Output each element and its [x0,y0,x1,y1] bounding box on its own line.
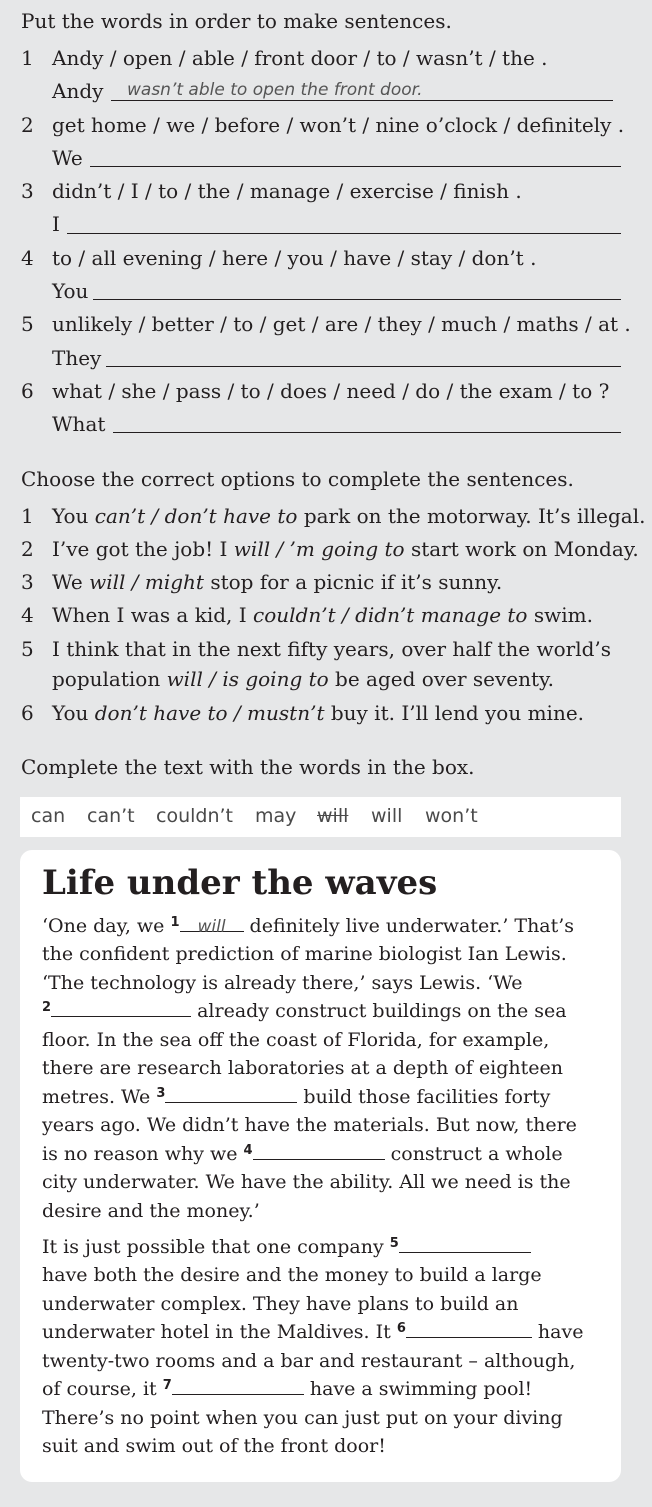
item-sentence: We will / might stop for a picnic if it’s sunny. [52,570,503,594]
gap-1-answer: will [197,917,226,937]
item-number: 5 [21,637,34,661]
item-sentence: I think that in the next fifty years, over half the world’s [52,637,612,661]
item-prompt: Andy / open / able / front door / to / wasn’t / the . [52,46,548,70]
exercise-3-instruction: Complete the text with the words in the box. [21,755,475,779]
word-option: can [31,805,66,827]
answer-line[interactable] [67,233,621,234]
word-option: won’t [425,805,478,827]
text-line: city underwater. We have the ability. All we need is the [42,1171,571,1193]
word-option: will [371,805,403,827]
answer-line[interactable] [93,299,621,300]
text-line: the confident prediction of marine biologist Ian Lewis. [42,943,567,965]
text-line: ‘The technology is already there,’ says Lewis. ‘We [42,972,523,994]
answer-start: Andy [52,79,104,103]
item-number: 3 [21,179,34,203]
gap-2[interactable] [51,998,191,1017]
text-line: twenty-two rooms and a bar and restaurant – although, [42,1350,576,1372]
item-sentence: You don’t have to / mustn’t buy it. I’ll lend you mine. [52,701,585,725]
answer-start: You [52,279,89,303]
item-number: 5 [21,312,34,336]
text-line: desire and the money.’ [42,1200,260,1222]
options[interactable]: will / ’m going to [233,537,405,561]
item-number: 4 [21,246,34,270]
item-number: 6 [21,701,34,725]
gap-number: 7 [162,1378,172,1393]
exercise-2-instruction: Choose the correct options to complete the sentences. [21,467,574,491]
answer-line[interactable] [111,100,613,101]
item-prompt: get home / we / before / won’t / nine o’clock / definitely . [52,113,625,137]
answer-text: wasn’t able to open the front door. [127,80,423,100]
item-prompt: unlikely / better / to / get / are / they / much / maths / at . [52,312,631,336]
text-line: years ago. We didn’t have the materials. But now, there [42,1114,577,1136]
text-line: $^2$ already construct buildings on the sea [42,1000,567,1022]
text-line: ‘One day, we $^1$ will definitely live underwater.’ That’s [42,915,575,937]
word-option: can’t [87,805,135,827]
options[interactable]: couldn’t / didn’t manage to [253,603,528,627]
item-sentence: You can’t / don’t have to park on the motorway. It’s illegal. [52,504,646,528]
item-prompt: to / all evening / here / you / have / stay / don’t . [52,246,537,270]
text-line: It is just possible that one company $^5$ [42,1234,531,1263]
answer-line[interactable] [113,432,621,433]
gap-number: 4 [243,1143,253,1158]
word-box [20,797,621,837]
word-option: may [255,805,297,827]
item-number: 3 [21,570,34,594]
answer-line[interactable] [90,166,621,167]
item-sentence: I’ve got the job! I will / ’m going to start work on Monday. [52,537,639,561]
article-card [20,850,621,1482]
gap-4[interactable] [253,1141,385,1160]
gap-number: 6 [396,1321,406,1336]
gap-1[interactable] [180,913,244,937]
gap-number: 2 [42,1000,52,1015]
item-number: 4 [21,603,34,627]
item-number: 2 [21,537,34,561]
text-line: there are research laboratories at a depth of eighteen [42,1057,563,1079]
text-line: metres. We $^3$ build those facilities forty [42,1086,551,1108]
gap-number: 1 [170,915,180,930]
answer-start: We [52,146,83,170]
text-line: of course, it $^7$ have a swimming pool! [42,1378,533,1400]
answer-start: They [52,346,102,370]
word-option: couldn’t [156,805,233,827]
item-number: 1 [21,46,34,70]
text-line: floor. In the sea off the coast of Florida, for example, [42,1029,550,1051]
text-line: underwater complex. They have plans to build an [42,1293,519,1315]
text-line: There’s no point when you can just put on your diving [42,1407,563,1429]
item-prompt: didn’t / I / to / the / manage / exercise / finish . [52,179,522,203]
gap-6[interactable] [406,1319,532,1338]
item-number: 6 [21,379,34,403]
options[interactable]: don’t have to / mustn’t [94,701,325,725]
item-sentence: When I was a kid, I couldn’t / didn’t manage to swim. [52,603,593,627]
item-number: 1 [21,504,34,528]
item-sentence-line-2: population will / is going to be aged over seventy. [52,667,555,691]
text-line: have both the desire and the money to build a large [42,1264,542,1286]
text-line: is no reason why we $^4$ construct a whole [42,1143,563,1165]
gap-number: 5 [389,1236,399,1251]
gap-number: 3 [156,1086,166,1101]
gap-3[interactable] [165,1084,297,1103]
item-number: 2 [21,113,34,137]
word-option-used: will [317,805,349,827]
options[interactable]: will / is going to [166,667,329,691]
text-line: suit and swim out of the front door! [42,1435,386,1457]
article-title: Life under the waves [42,863,438,903]
exercise-1-instruction: Put the words in order to make sentences. [21,9,452,33]
text-line: underwater hotel in the Maldives. It $^6$ have [42,1321,584,1343]
answer-start: I [52,212,60,236]
options[interactable]: will / might [89,570,204,594]
answer-start: What [52,412,106,436]
options[interactable]: can’t / don’t have to [94,504,298,528]
answer-line[interactable] [106,366,621,367]
gap-7[interactable] [172,1376,304,1395]
item-prompt: what / she / pass / to / does / need / do / the exam / to ? [52,379,610,403]
gap-5[interactable] [399,1234,531,1253]
